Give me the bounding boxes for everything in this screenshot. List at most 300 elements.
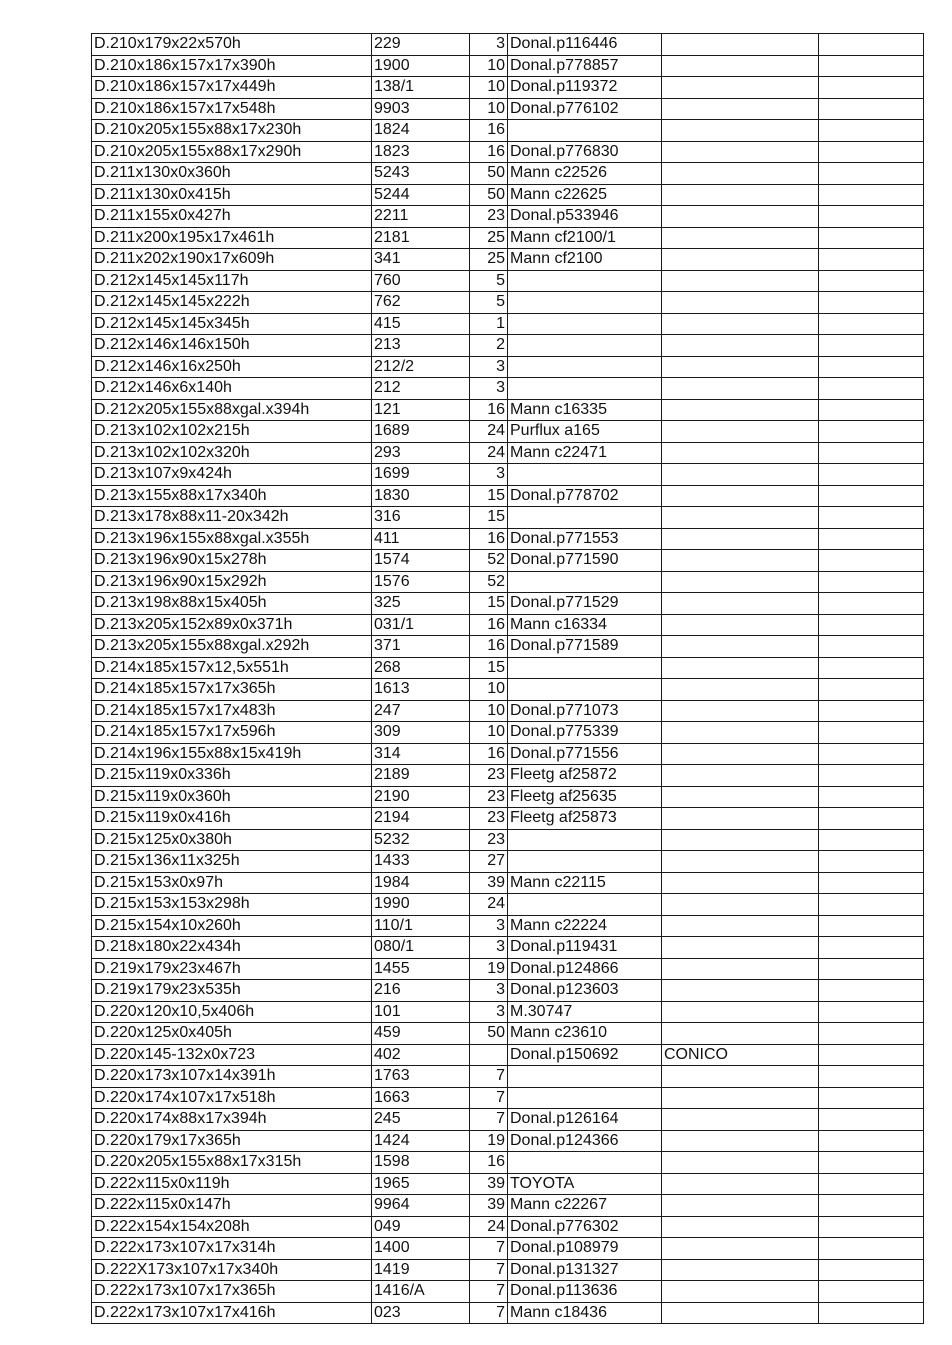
quantity-cell: 10 (470, 722, 508, 744)
quantity-cell: 19 (470, 958, 508, 980)
reference-cell: Mann cf2100 (508, 249, 662, 271)
quantity-cell: 3 (470, 937, 508, 959)
reference-cell: Donal.p131327 (508, 1259, 662, 1281)
note-cell (662, 1087, 819, 1109)
dimension-cell: D.220x174x88x17x394h (92, 1109, 372, 1131)
reference-cell: Fleetg af25872 (508, 765, 662, 787)
extra-cell (819, 1109, 924, 1131)
quantity-cell: 15 (470, 657, 508, 679)
table-row (92, 700, 924, 722)
table-row (92, 765, 924, 787)
code-cell: 1965 (372, 1173, 470, 1195)
dimension-cell: D.220x205x155x88x17x315h (92, 1152, 372, 1174)
reference-cell: Donal.p771529 (508, 593, 662, 615)
dimension-cell: D.222x173x107x17x365h (92, 1281, 372, 1303)
dimension-cell: D.222x154x154x208h (92, 1216, 372, 1238)
extra-cell (819, 227, 924, 249)
code-cell: 1613 (372, 679, 470, 701)
code-cell: 101 (372, 1001, 470, 1023)
quantity-cell: 3 (470, 1001, 508, 1023)
dimension-cell: D.213x178x88x11-20x342h (92, 507, 372, 529)
quantity-cell: 52 (470, 550, 508, 572)
extra-cell (819, 1238, 924, 1260)
extra-cell (819, 743, 924, 765)
note-cell (662, 980, 819, 1002)
note-cell (662, 937, 819, 959)
dimension-cell: D.219x179x23x467h (92, 958, 372, 980)
extra-cell (819, 894, 924, 916)
table-row (92, 958, 924, 980)
note-cell (662, 485, 819, 507)
code-cell: 229 (372, 34, 470, 56)
dimension-cell: D.213x155x88x17x340h (92, 485, 372, 507)
quantity-cell: 24 (470, 421, 508, 443)
dimension-cell: D.213x107x9x424h (92, 464, 372, 486)
table-row (92, 485, 924, 507)
dimension-cell: D.215x154x10x260h (92, 915, 372, 937)
dimension-cell: D.212x146x146x150h (92, 335, 372, 357)
reference-cell (508, 507, 662, 529)
table-row (92, 679, 924, 701)
table-row (92, 1216, 924, 1238)
note-cell (662, 636, 819, 658)
reference-cell (508, 829, 662, 851)
extra-cell (819, 270, 924, 292)
note-cell (662, 700, 819, 722)
quantity-cell: 39 (470, 1173, 508, 1195)
dimension-cell: D.215x119x0x336h (92, 765, 372, 787)
note-cell (662, 550, 819, 572)
quantity-cell: 39 (470, 1195, 508, 1217)
reference-cell: Donal.p126164 (508, 1109, 662, 1131)
extra-cell (819, 851, 924, 873)
quantity-cell: 10 (470, 55, 508, 77)
extra-cell (819, 786, 924, 808)
table-row (92, 34, 924, 56)
quantity-cell: 16 (470, 528, 508, 550)
quantity-cell: 15 (470, 593, 508, 615)
note-cell (662, 829, 819, 851)
dimension-cell: D.215x153x0x97h (92, 872, 372, 894)
extra-cell (819, 378, 924, 400)
quantity-cell: 23 (470, 808, 508, 830)
code-cell: 268 (372, 657, 470, 679)
dimension-cell: D.210x186x157x17x548h (92, 98, 372, 120)
reference-cell (508, 270, 662, 292)
extra-cell (819, 98, 924, 120)
table-row (92, 292, 924, 314)
dimension-cell: D.213x198x88x15x405h (92, 593, 372, 615)
table-row (92, 786, 924, 808)
table-row (92, 829, 924, 851)
table-row (92, 1001, 924, 1023)
extra-cell (819, 1259, 924, 1281)
reference-cell: Fleetg af25635 (508, 786, 662, 808)
table-row (92, 1238, 924, 1260)
dimension-cell: D.219x179x23x535h (92, 980, 372, 1002)
code-cell: 121 (372, 399, 470, 421)
code-cell: 247 (372, 700, 470, 722)
table-row (92, 743, 924, 765)
reference-cell (508, 1152, 662, 1174)
extra-cell (819, 1173, 924, 1195)
extra-cell (819, 808, 924, 830)
note-cell (662, 77, 819, 99)
note-cell (662, 528, 819, 550)
reference-cell (508, 657, 662, 679)
quantity-cell: 3 (470, 356, 508, 378)
reference-cell: Donal.p771590 (508, 550, 662, 572)
reference-cell (508, 571, 662, 593)
code-cell: 402 (372, 1044, 470, 1066)
code-cell: 1830 (372, 485, 470, 507)
reference-cell: Mann c22625 (508, 184, 662, 206)
reference-cell: Donal.p116446 (508, 34, 662, 56)
table-row (92, 1152, 924, 1174)
extra-cell (819, 141, 924, 163)
code-cell: 325 (372, 593, 470, 615)
extra-cell (819, 1044, 924, 1066)
table-row (92, 937, 924, 959)
reference-cell: Mann c18436 (508, 1302, 662, 1324)
code-cell: 309 (372, 722, 470, 744)
extra-cell (819, 206, 924, 228)
code-cell: 9903 (372, 98, 470, 120)
reference-cell: Mann c22267 (508, 1195, 662, 1217)
reference-cell (508, 356, 662, 378)
code-cell: 2181 (372, 227, 470, 249)
code-cell: 411 (372, 528, 470, 550)
dimension-cell: D.213x102x102x215h (92, 421, 372, 443)
dimension-cell: D.220x145-132x0x723 (92, 1044, 372, 1066)
quantity-cell: 19 (470, 1130, 508, 1152)
note-cell (662, 1152, 819, 1174)
code-cell: 2211 (372, 206, 470, 228)
note-cell (662, 1281, 819, 1303)
note-cell (662, 593, 819, 615)
dimension-cell: D.214x185x157x17x365h (92, 679, 372, 701)
code-cell: 212/2 (372, 356, 470, 378)
reference-cell: Donal.p771556 (508, 743, 662, 765)
extra-cell (819, 980, 924, 1002)
note-cell (662, 1216, 819, 1238)
dimension-cell: D.220x179x17x365h (92, 1130, 372, 1152)
table-row (92, 528, 924, 550)
dimension-cell: D.213x205x155x88xgal.x292h (92, 636, 372, 658)
quantity-cell: 16 (470, 614, 508, 636)
dimension-cell: D.220x174x107x17x518h (92, 1087, 372, 1109)
reference-cell: Mann c22115 (508, 872, 662, 894)
table-row (92, 464, 924, 486)
table-row (92, 1281, 924, 1303)
note-cell (662, 1173, 819, 1195)
code-cell: 459 (372, 1023, 470, 1045)
table-row (92, 851, 924, 873)
dimension-cell: D.214x185x157x17x596h (92, 722, 372, 744)
dimension-cell: D.220x125x0x405h (92, 1023, 372, 1045)
extra-cell (819, 937, 924, 959)
reference-cell (508, 464, 662, 486)
quantity-cell: 7 (470, 1066, 508, 1088)
quantity-cell: 50 (470, 184, 508, 206)
table-row (92, 1302, 924, 1324)
table-row (92, 571, 924, 593)
quantity-cell: 7 (470, 1109, 508, 1131)
note-cell (662, 915, 819, 937)
quantity-cell: 10 (470, 679, 508, 701)
quantity-cell: 16 (470, 141, 508, 163)
table-row (92, 872, 924, 894)
extra-cell (819, 593, 924, 615)
quantity-cell: 50 (470, 163, 508, 185)
code-cell: 1984 (372, 872, 470, 894)
reference-cell: Donal.p124366 (508, 1130, 662, 1152)
note-cell (662, 356, 819, 378)
code-cell: 415 (372, 313, 470, 335)
quantity-cell: 24 (470, 1216, 508, 1238)
note-cell (662, 657, 819, 679)
extra-cell (819, 1195, 924, 1217)
quantity-cell: 23 (470, 786, 508, 808)
dimension-cell: D.213x196x90x15x292h (92, 571, 372, 593)
table-row (92, 55, 924, 77)
note-cell (662, 249, 819, 271)
table-row (92, 378, 924, 400)
quantity-cell: 16 (470, 399, 508, 421)
note-cell (662, 399, 819, 421)
quantity-cell: 16 (470, 120, 508, 142)
reference-cell: Mann c22224 (508, 915, 662, 937)
dimension-cell: D.210x186x157x17x449h (92, 77, 372, 99)
extra-cell (819, 507, 924, 529)
note-cell (662, 1195, 819, 1217)
dimension-cell: D.215x119x0x360h (92, 786, 372, 808)
dimension-cell: D.210x186x157x17x390h (92, 55, 372, 77)
dimension-cell: D.222x173x107x17x314h (92, 1238, 372, 1260)
reference-cell: Donal.p776102 (508, 98, 662, 120)
note-cell: CONICO (662, 1044, 819, 1066)
reference-cell: Purflux a165 (508, 421, 662, 443)
table-row (92, 894, 924, 916)
extra-cell (819, 1023, 924, 1045)
code-cell: 760 (372, 270, 470, 292)
code-cell: 2194 (372, 808, 470, 830)
code-cell: 1823 (372, 141, 470, 163)
reference-cell: Donal.p776302 (508, 1216, 662, 1238)
extra-cell (819, 184, 924, 206)
reference-cell (508, 120, 662, 142)
quantity-cell: 7 (470, 1281, 508, 1303)
reference-cell (508, 335, 662, 357)
reference-cell: Donal.p775339 (508, 722, 662, 744)
dimension-cell: D.220x173x107x14x391h (92, 1066, 372, 1088)
quantity-cell: 16 (470, 1152, 508, 1174)
code-cell: 031/1 (372, 614, 470, 636)
quantity-cell: 10 (470, 77, 508, 99)
extra-cell (819, 249, 924, 271)
code-cell: 080/1 (372, 937, 470, 959)
quantity-cell: 10 (470, 98, 508, 120)
dimension-cell: D.222x115x0x119h (92, 1173, 372, 1195)
note-cell (662, 1001, 819, 1023)
extra-cell (819, 313, 924, 335)
dimension-cell: D.215x125x0x380h (92, 829, 372, 851)
quantity-cell: 39 (470, 872, 508, 894)
reference-cell: Donal.p119372 (508, 77, 662, 99)
quantity-cell: 15 (470, 485, 508, 507)
reference-cell: TOYOTA (508, 1173, 662, 1195)
dimension-cell: D.213x102x102x320h (92, 442, 372, 464)
code-cell: 1990 (372, 894, 470, 916)
code-cell: 1763 (372, 1066, 470, 1088)
reference-cell (508, 1066, 662, 1088)
extra-cell (819, 1087, 924, 1109)
table-row (92, 249, 924, 271)
quantity-cell: 52 (470, 571, 508, 593)
dimension-cell: D.211x155x0x427h (92, 206, 372, 228)
quantity-cell: 7 (470, 1259, 508, 1281)
extra-cell (819, 550, 924, 572)
table-row (92, 206, 924, 228)
note-cell (662, 507, 819, 529)
note-cell (662, 184, 819, 206)
code-cell: 1400 (372, 1238, 470, 1260)
reference-cell: Donal.p150692 (508, 1044, 662, 1066)
extra-cell (819, 1216, 924, 1238)
note-cell (662, 313, 819, 335)
reference-cell (508, 679, 662, 701)
extra-cell (819, 829, 924, 851)
table-row (92, 442, 924, 464)
note-cell (662, 163, 819, 185)
dimension-cell: D.215x136x11x325h (92, 851, 372, 873)
code-cell: 5244 (372, 184, 470, 206)
table-row (92, 77, 924, 99)
dimension-cell: D.213x205x152x89x0x371h (92, 614, 372, 636)
note-cell (662, 442, 819, 464)
table-row (92, 270, 924, 292)
table-row (92, 227, 924, 249)
note-cell (662, 722, 819, 744)
reference-cell: Donal.p113636 (508, 1281, 662, 1303)
table-row (92, 335, 924, 357)
quantity-cell: 7 (470, 1238, 508, 1260)
note-cell (662, 679, 819, 701)
quantity-cell: 23 (470, 829, 508, 851)
code-cell: 1900 (372, 55, 470, 77)
reference-cell (508, 378, 662, 400)
quantity-cell: 24 (470, 894, 508, 916)
table-row (92, 356, 924, 378)
table-row (92, 614, 924, 636)
code-cell: 1419 (372, 1259, 470, 1281)
dimension-cell: D.213x196x155x88xgal.x355h (92, 528, 372, 550)
reference-cell: Donal.p771589 (508, 636, 662, 658)
note-cell (662, 206, 819, 228)
note-cell (662, 1023, 819, 1045)
table-row (92, 163, 924, 185)
note-cell (662, 786, 819, 808)
table-row (92, 1195, 924, 1217)
code-cell: 216 (372, 980, 470, 1002)
extra-cell (819, 765, 924, 787)
note-cell (662, 894, 819, 916)
reference-cell: Mann c16334 (508, 614, 662, 636)
code-cell: 5232 (372, 829, 470, 851)
code-cell: 1699 (372, 464, 470, 486)
code-cell: 1574 (372, 550, 470, 572)
note-cell (662, 120, 819, 142)
quantity-cell: 5 (470, 270, 508, 292)
note-cell (662, 571, 819, 593)
code-cell: 314 (372, 743, 470, 765)
extra-cell (819, 356, 924, 378)
table-row (92, 98, 924, 120)
reference-cell: M.30747 (508, 1001, 662, 1023)
quantity-cell: 5 (470, 292, 508, 314)
reference-cell: Mann c16335 (508, 399, 662, 421)
table-row (92, 507, 924, 529)
table-row (92, 722, 924, 744)
extra-cell (819, 1001, 924, 1023)
dimension-cell: D.211x130x0x415h (92, 184, 372, 206)
extra-cell (819, 1130, 924, 1152)
filter-table-body (92, 34, 924, 1324)
table-row (92, 1023, 924, 1045)
quantity-cell: 25 (470, 227, 508, 249)
code-cell: 1824 (372, 120, 470, 142)
extra-cell (819, 1066, 924, 1088)
note-cell (662, 34, 819, 56)
reference-cell (508, 894, 662, 916)
code-cell: 138/1 (372, 77, 470, 99)
extra-cell (819, 1302, 924, 1324)
quantity-cell: 15 (470, 507, 508, 529)
extra-cell (819, 528, 924, 550)
table-row (92, 1109, 924, 1131)
note-cell (662, 141, 819, 163)
table-row (92, 915, 924, 937)
code-cell: 245 (372, 1109, 470, 1131)
note-cell (662, 765, 819, 787)
quantity-cell: 1 (470, 313, 508, 335)
extra-cell (819, 915, 924, 937)
note-cell (662, 270, 819, 292)
note-cell (662, 1302, 819, 1324)
quantity-cell: 3 (470, 464, 508, 486)
note-cell (662, 1259, 819, 1281)
note-cell (662, 1238, 819, 1260)
code-cell: 1598 (372, 1152, 470, 1174)
code-cell: 110/1 (372, 915, 470, 937)
note-cell (662, 421, 819, 443)
note-cell (662, 464, 819, 486)
table-row (92, 313, 924, 335)
code-cell: 9964 (372, 1195, 470, 1217)
table-row (92, 120, 924, 142)
extra-cell (819, 1152, 924, 1174)
dimension-cell: D.214x185x157x12,5x551h (92, 657, 372, 679)
reference-cell: Donal.p124866 (508, 958, 662, 980)
dimension-cell: D.212x146x16x250h (92, 356, 372, 378)
extra-cell (819, 421, 924, 443)
reference-cell: Donal.p776830 (508, 141, 662, 163)
code-cell: 2190 (372, 786, 470, 808)
extra-cell (819, 700, 924, 722)
quantity-cell: 3 (470, 980, 508, 1002)
dimension-cell: D.212x145x145x222h (92, 292, 372, 314)
reference-cell: Donal.p119431 (508, 937, 662, 959)
